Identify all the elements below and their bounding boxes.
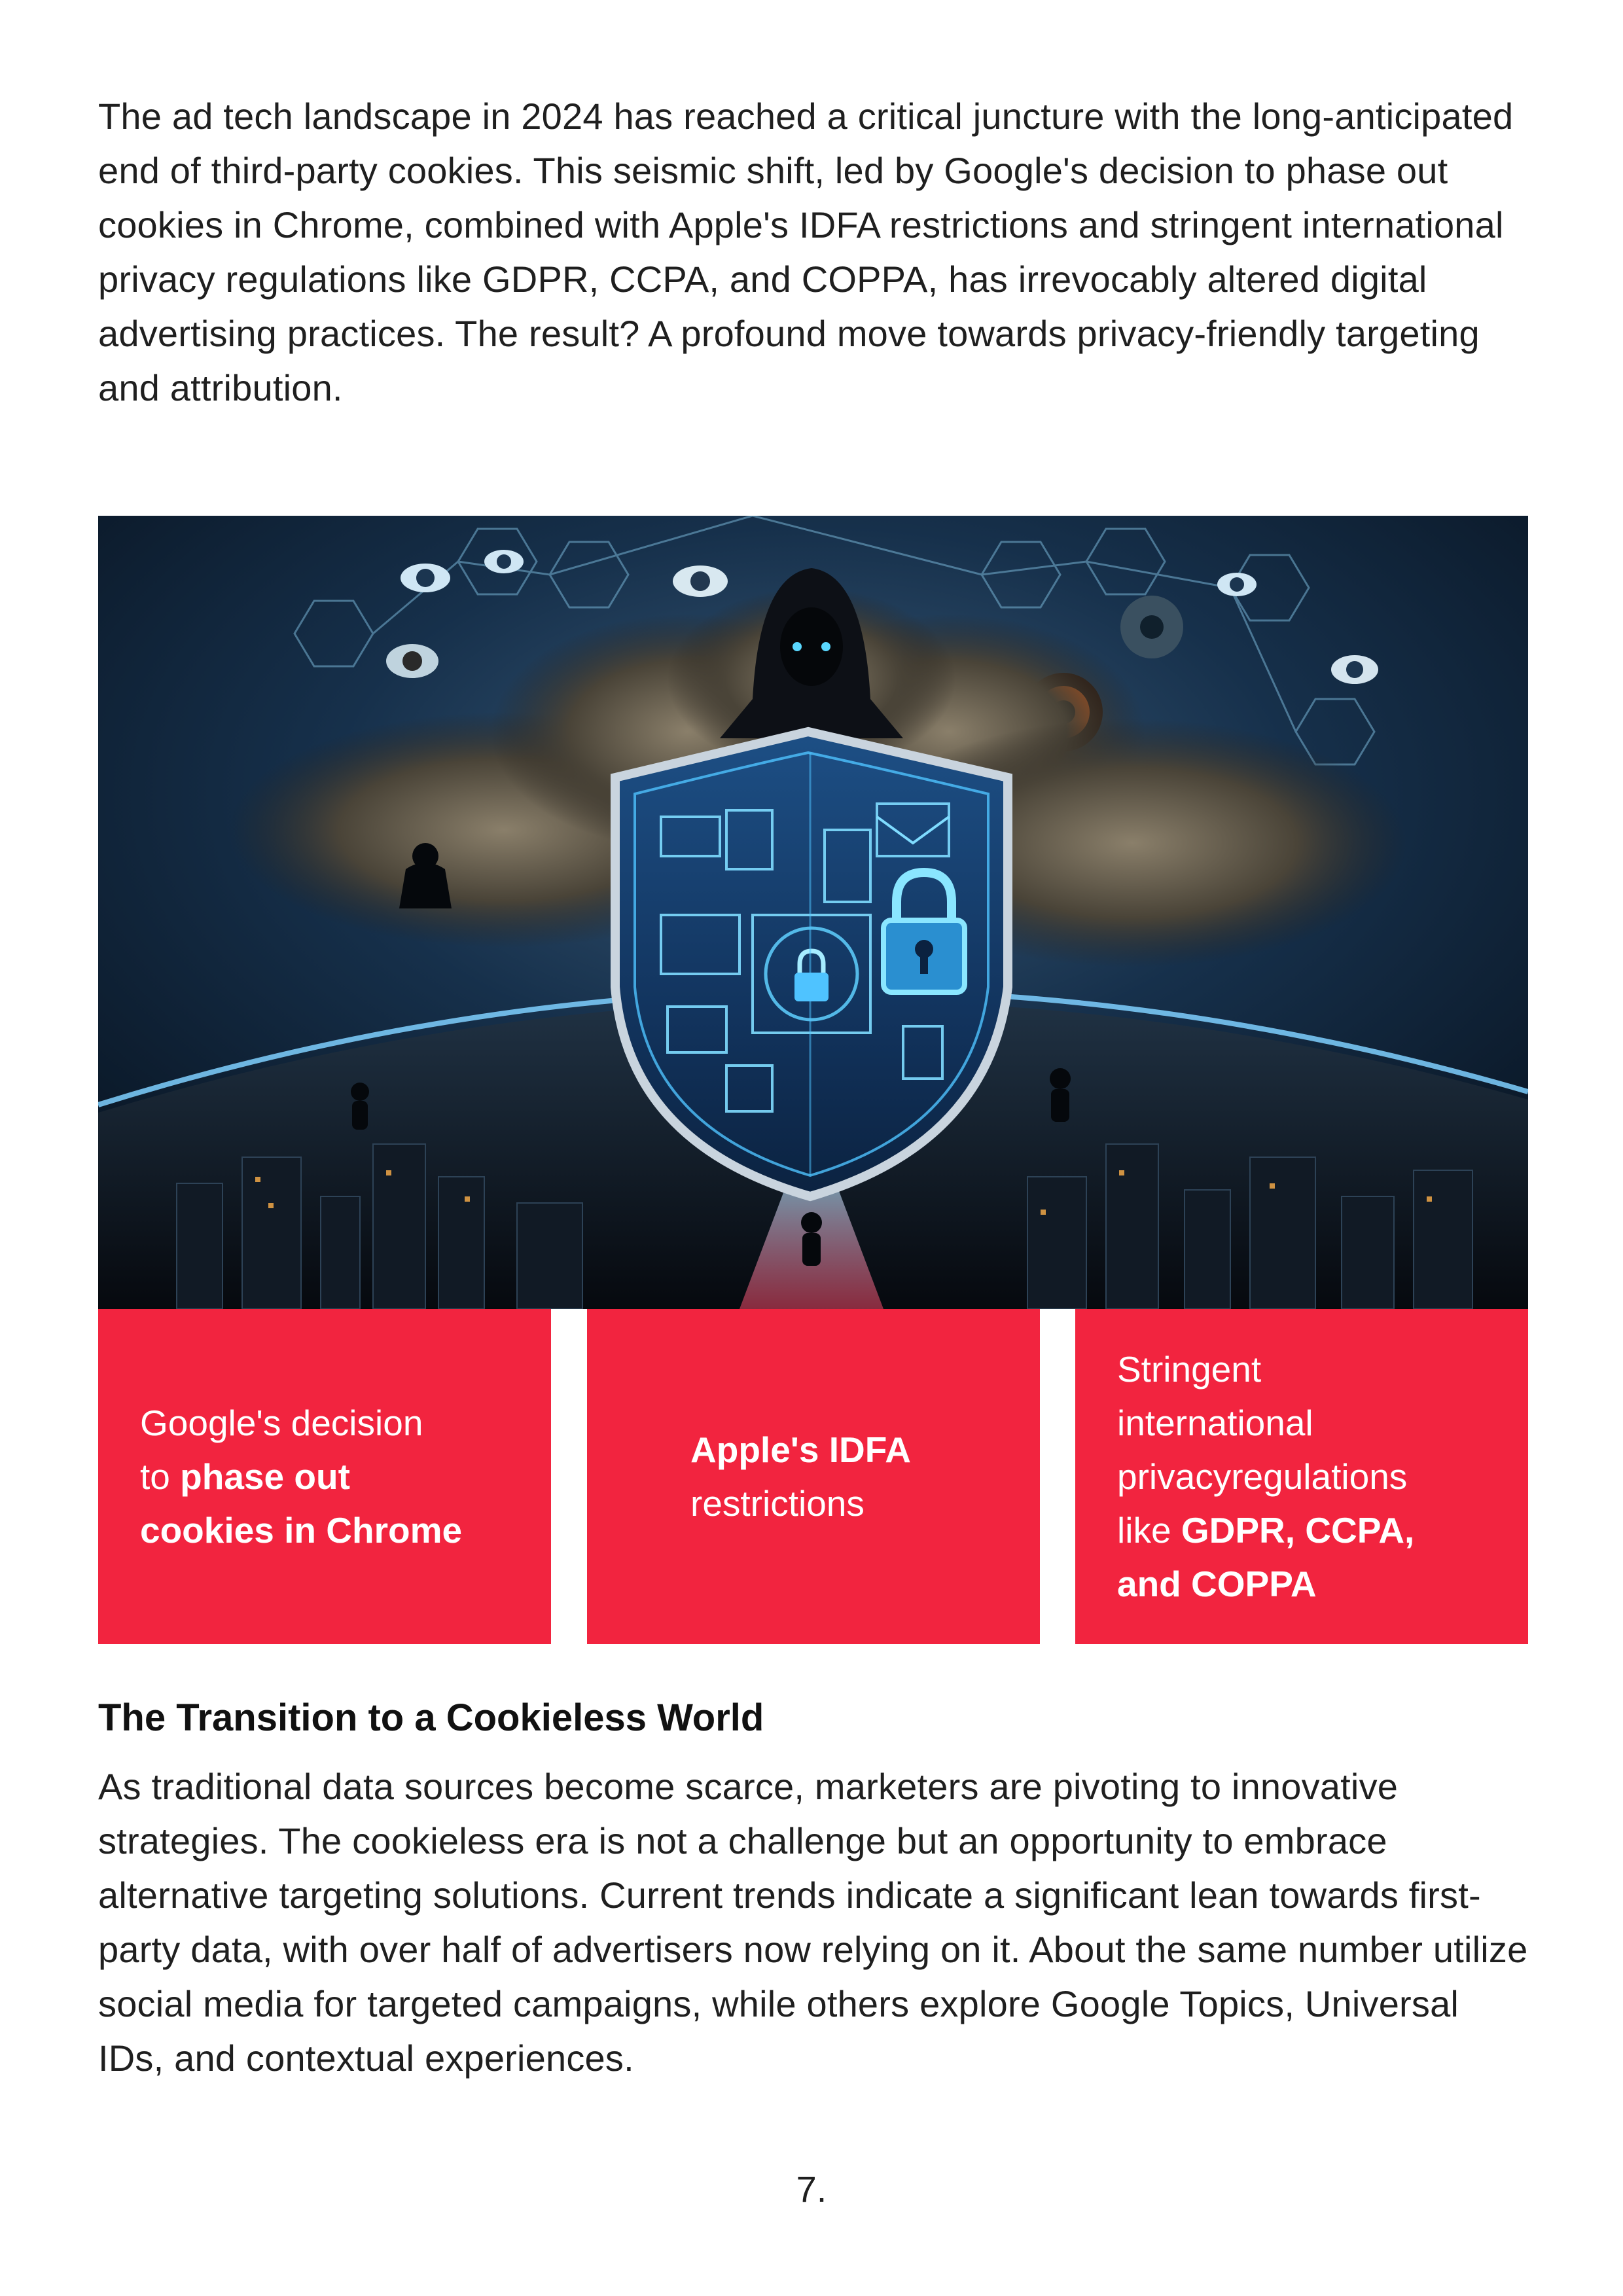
card1-line2-prefix: to [140, 1456, 181, 1497]
section-paragraph: As traditional data sources become scarce, marketers are pivoting to innovative strategies. The cookieless era is not a challenge but an opportunity to embrace alternative targeting solutions. Current trends indicate a significant lean towards first-party data, with over half of advertisers now relying on it. About the same number utilize social media for targeted campaigns, while others explore Google Topics, Universal IDs, and contextual experiences. [98, 1766, 1528, 2079]
card1-line3-bold: cookies in Chrome [140, 1510, 463, 1551]
card-privacy-regulations [1075, 1309, 1528, 1644]
card3-line3: privacyregulations [1117, 1456, 1408, 1497]
card3-line4 [1117, 1503, 1508, 1557]
card1-line1: Google's decision [140, 1403, 423, 1443]
card3-line5-bold: and COPPA [1117, 1564, 1317, 1604]
card-apple-idfa [587, 1309, 1040, 1644]
card2-line2: restrictions [690, 1483, 865, 1524]
card-google-cookies [98, 1309, 551, 1644]
card3-line1: Stringent [1117, 1349, 1262, 1390]
card1-line2 [140, 1450, 531, 1503]
card1-line2-bold: phase out [180, 1456, 350, 1497]
intro-paragraph: The ad tech landscape in 2024 has reached a critical juncture with the long-anticipated end of third-party cookies. This seismic shift, led by Google's decision to phase out cookies in Chrome, combined with Apple's IDFA restrictions and stringent international privacy regulations like GDPR, CCPA, and COPPA, has irrevocably altered digital advertising practices. The result? A profound move towards privacy-friendly targeting and attribution. [98, 96, 1514, 408]
page-number: 7. [796, 2168, 827, 2210]
hero-illustration [98, 516, 1528, 1309]
privacy-shield-illustration [98, 516, 1528, 1309]
card2-line1-bold: Apple's IDFA [690, 1429, 912, 1470]
card3-line4-prefix: like [1117, 1510, 1181, 1551]
card3-line4-bold: GDPR, CCPA, [1181, 1510, 1415, 1551]
section-heading: The Transition to a Cookieless World [98, 1696, 764, 1739]
card3-line2: international [1117, 1403, 1313, 1443]
